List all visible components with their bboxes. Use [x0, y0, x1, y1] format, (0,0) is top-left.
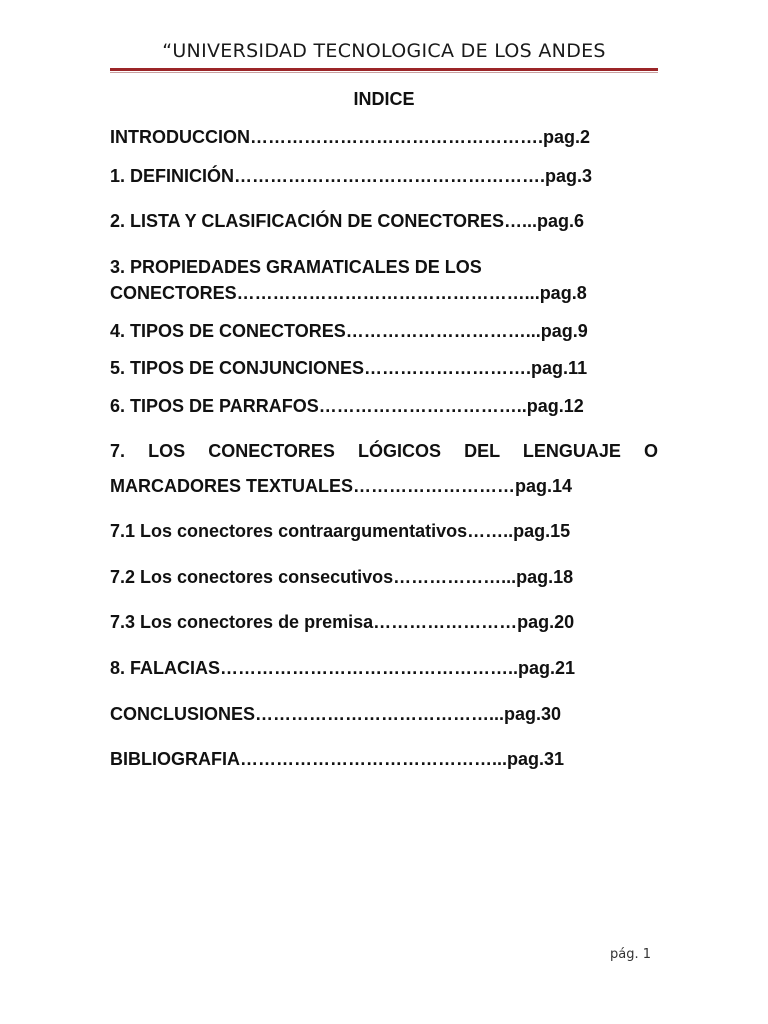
- header-divider-thin: [110, 72, 658, 73]
- toc-entry-tipos-conectores: 4. TIPOS DE CONECTORES…………………………...pag.9: [110, 321, 588, 341]
- toc-entry-contraargumentativos: 7.1 Los conectores contraargumentativos……..pag.15: [110, 521, 571, 541]
- toc-entry-bibliografia: BIBLIOGRAFIA……………………………………...pag.31: [110, 749, 565, 769]
- header-divider-thick: [110, 68, 658, 71]
- toc-entry-tipos-parrafos: 6. TIPOS DE PARRAFOS……………………………..pag.12: [110, 396, 584, 416]
- toc-entry-consecutivos: 7.2 Los conectores consecutivos………………...pag.18: [110, 567, 574, 587]
- header-divider: [110, 68, 658, 73]
- toc-entry-premisa: 7.3 Los conectores de premisa……………………pag.20: [110, 612, 575, 632]
- toc-entry-conclusiones: CONCLUSIONES…………………………………...pag.30: [110, 704, 562, 724]
- document-header: “UNIVERSIDAD TECNOLOGICA DE LOS ANDES: [162, 40, 606, 62]
- toc-entry-tipos-conjunciones: 5. TIPOS DE CONJUNCIONES……………………….pag.11: [110, 358, 588, 378]
- toc-entry-propiedades-line1: 3. PROPIEDADES GRAMATICALES DE LOS: [110, 257, 482, 277]
- toc-entry-lista-clasificacion: 2. LISTA Y CLASIFICACIÓN DE CONECTORES…...pag.6: [110, 211, 585, 231]
- toc-title: INDICE: [353, 89, 415, 109]
- toc-entry-introduccion: INTRODUCCION………………………………………….pag.2: [110, 127, 591, 147]
- page-number: pág. 1: [610, 947, 652, 962]
- toc-entry-conectores-logicos-line2: MARCADORES TEXTUALES………………………pag.14: [110, 476, 573, 496]
- toc-entry-conectores-logicos-line1: 7. LOS CONECTORES LÓGICOS DEL LENGUAJE O: [110, 441, 658, 461]
- toc-entry-falacias: 8. FALACIAS…………………………………………..pag.21: [110, 658, 576, 678]
- toc-entry-definicion: 1. DEFINICIÓN…………………………………………….pag.3: [110, 166, 593, 186]
- toc-entry-propiedades-line2: CONECTORES…………………………………………...pag.8: [110, 283, 587, 303]
